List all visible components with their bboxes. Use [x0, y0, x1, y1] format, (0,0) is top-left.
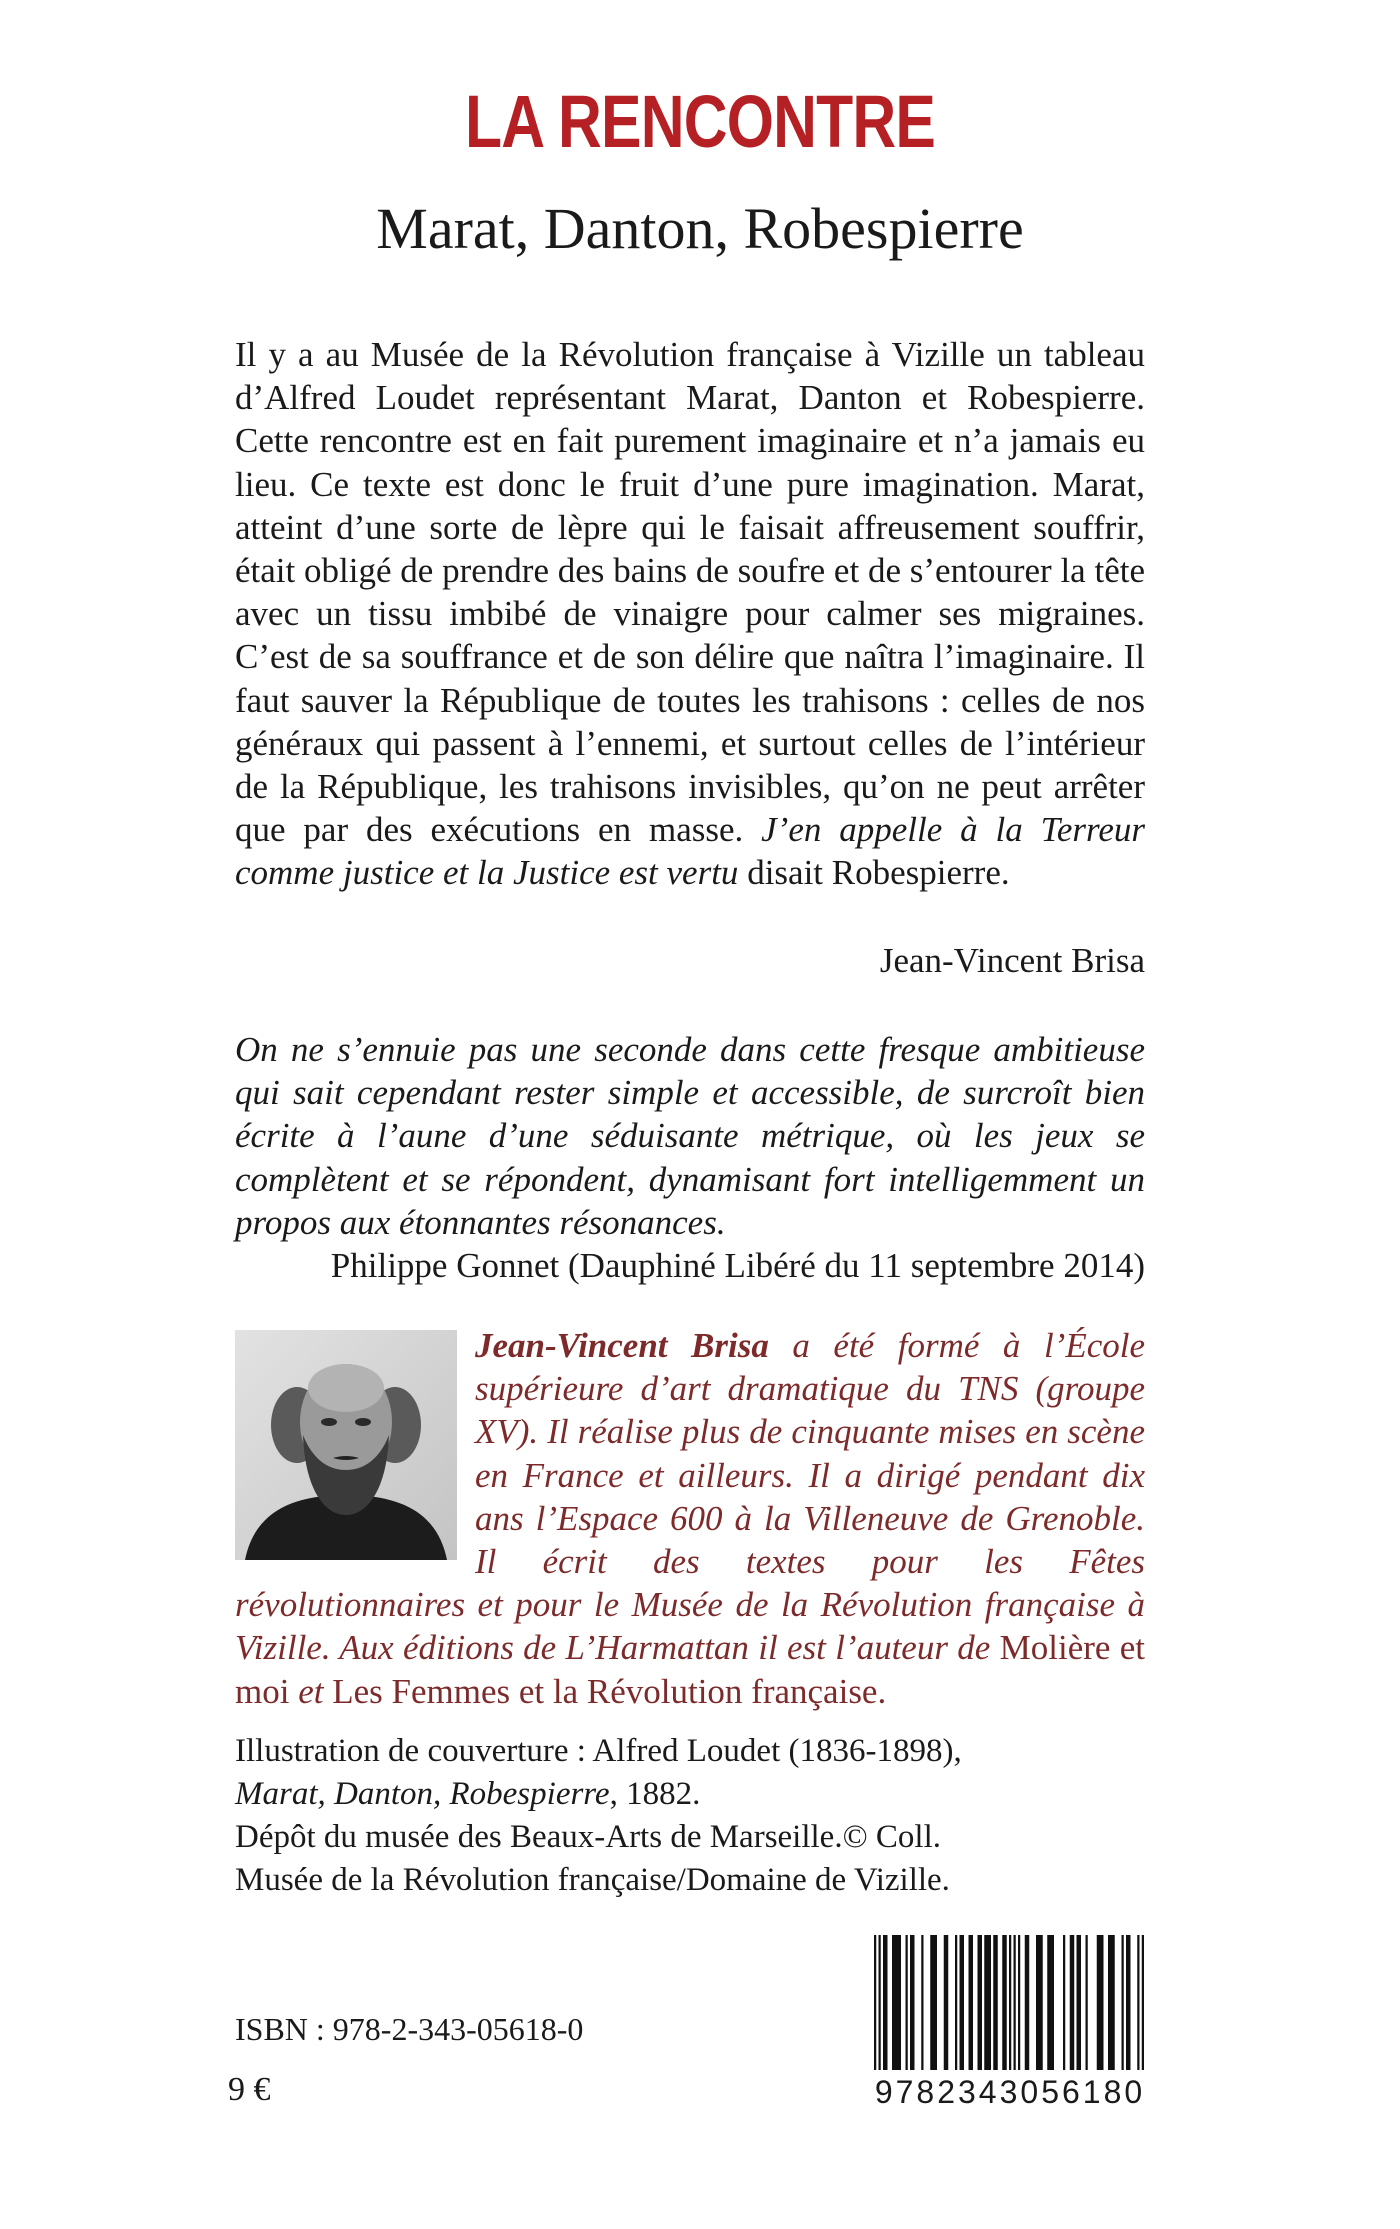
credits-line-3: Dépôt du musée des Beaux-Arts de Marseille.© Coll. [235, 1819, 942, 1855]
barcode-bar [1063, 1935, 1065, 2085]
barcode-bar [978, 1935, 983, 2085]
bio-book-1: Molière et moi [235, 1628, 1145, 1711]
credits-painting-year: , 1882. [609, 1776, 701, 1812]
isbn: ISBN : 978-2-343-05618-0 [235, 2011, 584, 2047]
barcode-bar [1018, 1935, 1020, 2085]
barcode-bar [1077, 1935, 1082, 2085]
barcode-bar [1070, 1935, 1075, 2085]
barcode-bar [955, 1935, 957, 2085]
barcode-number: 9782343056180 [860, 2070, 1160, 2114]
barcode-bar [1036, 1935, 1043, 2085]
barcode-bar [892, 1935, 901, 2085]
barcode-bar [874, 1935, 876, 2085]
barcode-bar [984, 1935, 991, 2085]
credits-line-1: Illustration de couverture : Alfred Loudet (1836-1898), [235, 1733, 962, 1769]
barcode-bar [1108, 1935, 1115, 2085]
author-portrait-icon [235, 1330, 457, 1560]
summary-text: Il y a au Musée de la Révolution française à Vizille un tableau d’Alfred Loudet représentant Marat, Danton et Robespierre. Cette rencontre est en fait purement imaginaire et n’a jamais eu lieu. Ce texte est donc le fruit d’une pure imagination. Marat, atteint d’une sorte de lèpre qui le faisait affreusement souffrir, était obligé de prendre des bains de soufre et de s’entourer la tête avec un tissu imbibé de vinaigre pour calmer ses migraines. C’est de sa souffrance et de son délire que naîtra l’imaginaire. Il faut sauver la République de toutes les trahisons : celles de nos généraux qui passent à l’ennemi, et surtout celles de l’intérieur de la République, les trahisons invisibles, qu’on ne peut arrêter que par des exécutions en masse. [235, 335, 1145, 850]
cover-credits [235, 1730, 1145, 1902]
bio-book-2: Les Femmes et la Révolution française [332, 1671, 878, 1711]
author-photo [235, 1330, 457, 1560]
bio-text: a été formé à l’École supérieure d’art dramatique du TNS (groupe XV). Il réalise plus de cinquante mises en scène en France et ailleurs. Il a dirigé pendant dix ans l’Espace 600 à la Villeneuve de Grenoble. Il écrit des textes pour les Fêtes révolutionnaires et pour le Musée de la Révolution française à Vizille. Aux éditions de L’Harmattan il est l’auteur de [235, 1326, 1145, 1668]
book-subtitle: Marat, Danton, Robespierre [376, 196, 1024, 261]
credits-line-4: Musée de la Révolution française/Domaine de Vizille. [235, 1862, 950, 1898]
barcode-bar [1025, 1935, 1030, 2085]
bio-author-name: Jean-Vincent Brisa [475, 1326, 769, 1365]
credits-painting-title: Marat, Danton, Robespierre [235, 1776, 610, 1812]
summary-signature: Jean-Vincent Brisa [879, 941, 1145, 980]
bio-connector: et [289, 1671, 333, 1711]
summary-tail: disait Robespierre. [738, 853, 1010, 893]
barcode-bar [906, 1935, 908, 2085]
barcode-bar [1142, 1935, 1144, 2085]
barcode-bar [1002, 1935, 1007, 2085]
barcode-bar [1047, 1935, 1054, 2085]
barcode-bar [1126, 1935, 1131, 2085]
barcode-bar [1137, 1935, 1139, 2085]
barcode-bar [883, 1935, 888, 2085]
barcode-bar [1014, 1935, 1016, 2085]
author-bio [235, 1324, 1145, 1713]
bio-end: . [877, 1671, 887, 1711]
barcode-bar [993, 1935, 998, 2085]
barcode-bar [930, 1935, 937, 2085]
barcode-bars-icon [868, 1935, 1150, 2085]
barcode-bar [921, 1935, 923, 2085]
barcode-bar [944, 1935, 949, 2085]
summary-paragraph [235, 333, 1145, 895]
barcode-bar [969, 1935, 974, 2085]
price: 9 € [228, 2071, 271, 2108]
barcode-bar [879, 1935, 881, 2085]
barcode-bar [1086, 1935, 1088, 2085]
review-quote: On ne s’ennuie pas une seconde dans cette fresque ambitieuse qui sait cependant rester simple et accessible, de surcroît bien écrite à l’aune d’une séduisante métrique, où les jeux se complètent et se répondent, dynamisant fort intelligemment un propos aux étonnantes résonances. [235, 1030, 1145, 1242]
barcode-bar [1122, 1935, 1124, 2085]
barcode-bar [1097, 1935, 1104, 2085]
barcode-bar [960, 1935, 965, 2085]
book-title: LA RENCONTRE [465, 80, 935, 163]
credits-line-2 [235, 1773, 1145, 1816]
barcode-bar [910, 1935, 915, 2085]
barcode-bar [1009, 1935, 1011, 2085]
review-attribution: Philippe Gonnet (Dauphiné Libéré du 11 septembre 2014) [330, 1246, 1145, 1285]
robespierre-quote: J’en appelle à la Terreur comme justice et la Justice est vertu [235, 810, 1145, 893]
